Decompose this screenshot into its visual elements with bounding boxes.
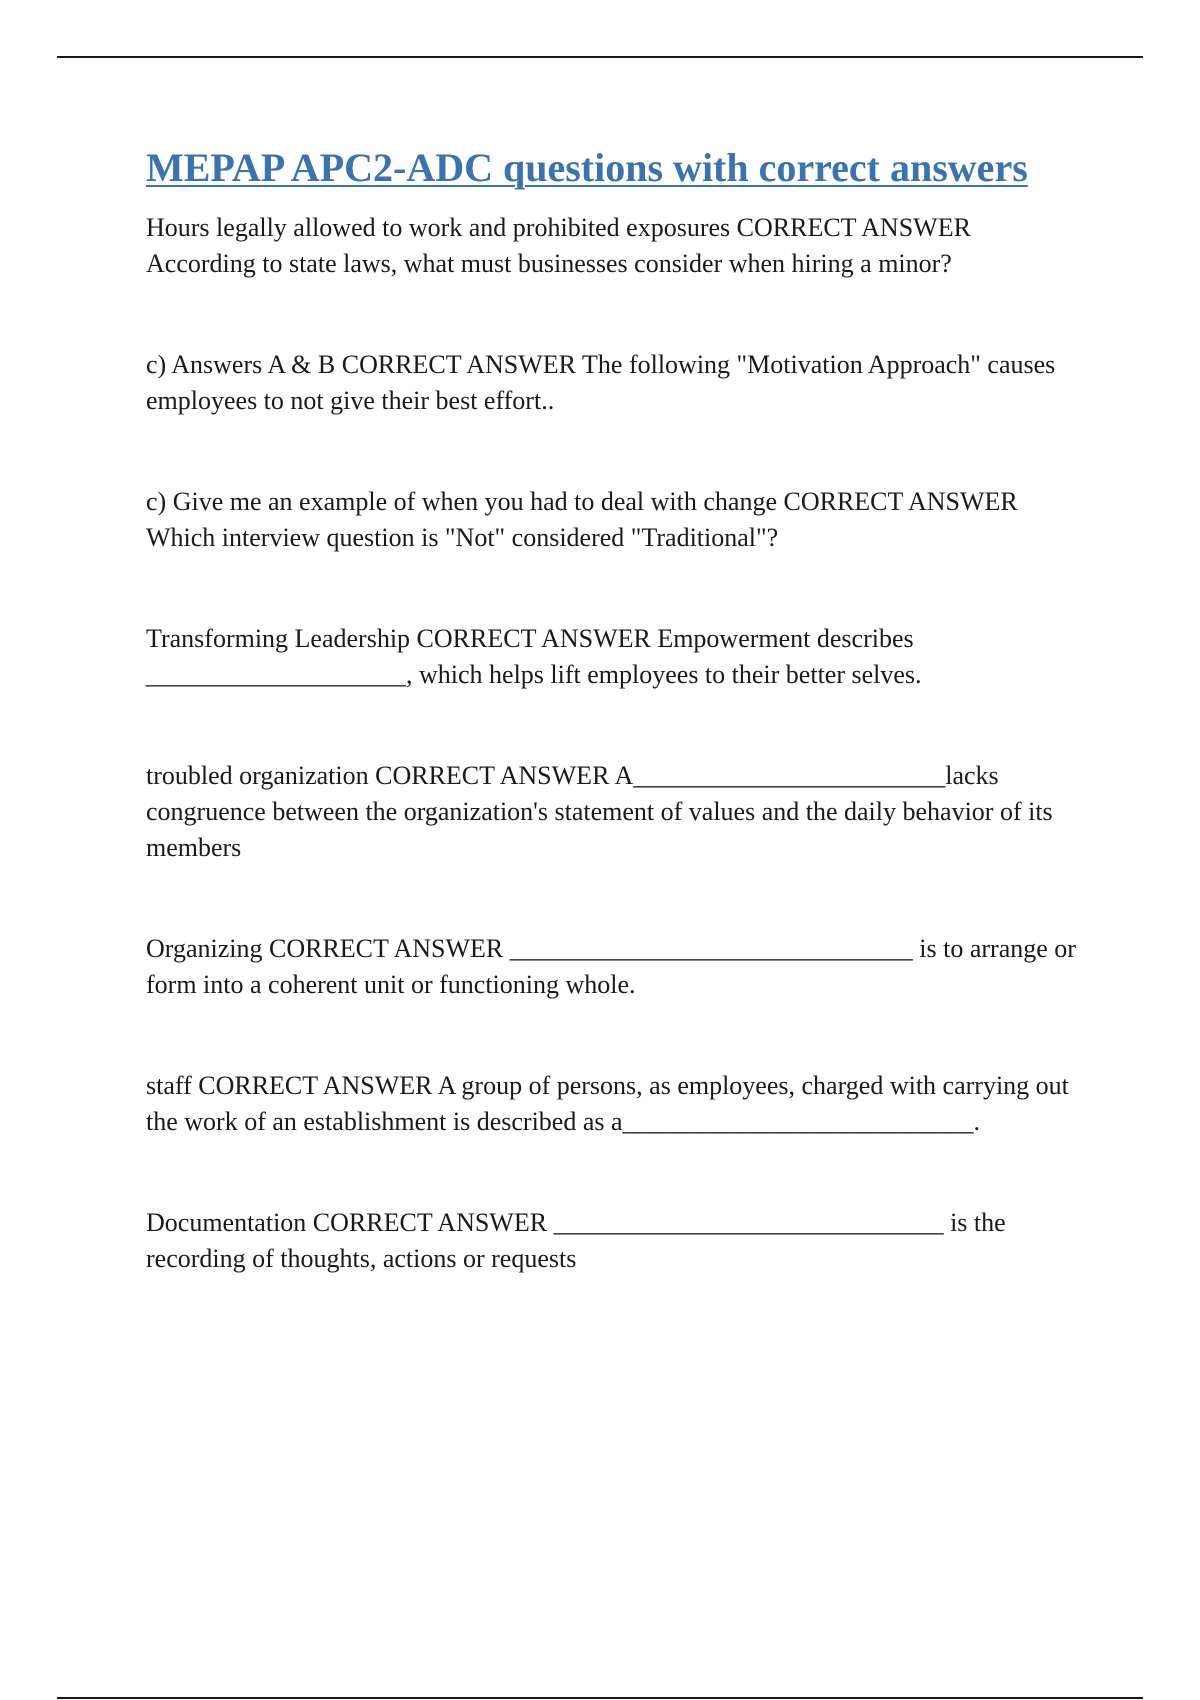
footer-rule [57,1697,1143,1699]
document-body [146,140,1083,1342]
qa-entry: Transforming Leadership CORRECT ANSWER Empowerment describes ____________________, which helps lift employees to their better selves. [146,624,922,689]
qa-entry: staff CORRECT ANSWER A group of persons, as employees, charged with carrying out the work of an establishment is described as a___________________________. [146,1071,1076,1136]
qa-entry: c) Give me an example of when you had to deal with change CORRECT ANSWER Which interview question is "Not" considered "Traditional"? [146,487,1024,552]
qa-entry: c) Answers A & B CORRECT ANSWER The following "Motivation Approach" causes employees to not give their best effort.. [146,350,1062,415]
qa-entry: Hours legally allowed to work and prohibited exposures CORRECT ANSWER According to state laws, what must businesses consider when hiring a minor? [146,213,977,278]
header-rule [57,56,1143,58]
qa-entry: troubled organization CORRECT ANSWER A________________________lacks congruence between the organization's statement of values and the daily behavior of its members [146,761,1060,862]
qa-entry: Documentation CORRECT ANSWER ______________________________ is the recording of thoughts, actions or requests [146,1208,1013,1273]
qa-entry: Organizing CORRECT ANSWER _______________________________ is to arrange or form into a coherent unit or functioning whole. [146,934,1083,999]
document-title: MEPAP APC2-ADC questions with correct answers [146,145,1028,190]
